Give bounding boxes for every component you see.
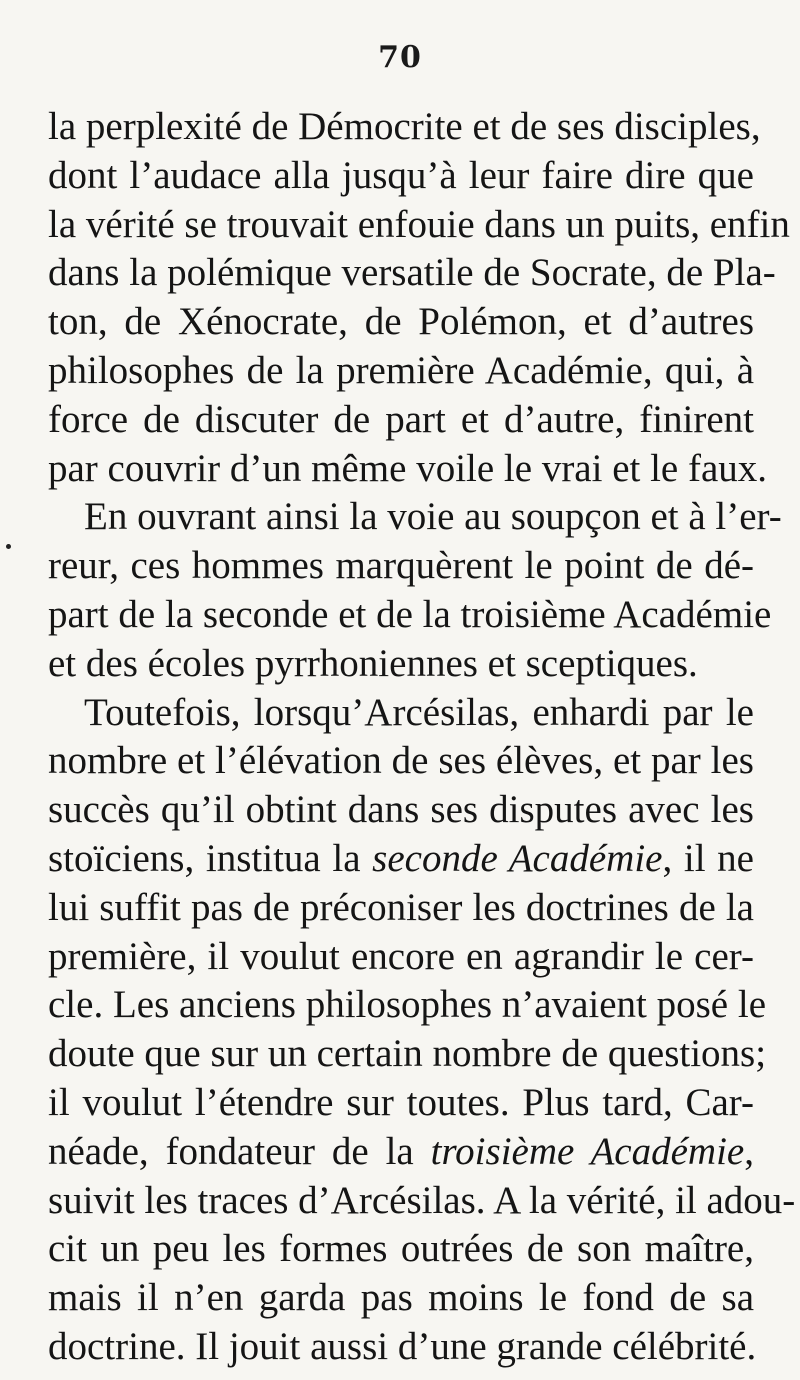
text-line xyxy=(48,201,790,250)
text-run: par couvrir d’un même voile le vrai et le faux. xyxy=(48,446,768,490)
text-run: Toutefois, lorsqu’Arcésilas, enhardi par le xyxy=(84,690,754,734)
text-line xyxy=(48,1128,754,1177)
text-run: cit un peu les formes outrées de son maître, xyxy=(48,1227,754,1271)
margin-ink-dot xyxy=(6,544,11,549)
text-line xyxy=(48,1030,767,1079)
text-line xyxy=(48,1225,754,1274)
text-line xyxy=(48,835,754,884)
text-run: philosophes de la première Académie, qui, à xyxy=(48,348,754,392)
text-line xyxy=(48,103,761,152)
text-run: dans la polémique versatile de Socrate, de Pla- xyxy=(48,251,776,295)
text-run: , il ne xyxy=(662,836,754,880)
text-line xyxy=(48,298,754,347)
text-line xyxy=(48,493,782,542)
text-run: force de discuter de part et d’autre, finirent xyxy=(48,397,754,441)
text-line xyxy=(48,689,754,738)
text-run: il voulut l’étendre sur toutes. Plus tard, Car- xyxy=(48,1080,754,1124)
text-line xyxy=(48,249,776,298)
text-run: stoïciens, institua la xyxy=(48,836,373,880)
italic-text: troisième Académie xyxy=(430,1129,745,1173)
text-run: , xyxy=(744,1129,754,1173)
text-run: reur, ces hommes marquèrent le point de dé- xyxy=(48,544,754,588)
text-line xyxy=(48,786,754,835)
text-line xyxy=(48,396,754,445)
text-run: la perplexité de Démocrite et de ses disciples, xyxy=(48,105,761,148)
page-number: 70 xyxy=(378,40,422,75)
text-run: mais il n’en garda pas moins le fond de sa xyxy=(48,1276,754,1320)
text-run: ton, de Xénocrate, de Polémon, et d’autres xyxy=(48,300,754,344)
text-run: part de la seconde et de la troisième Académie xyxy=(48,592,772,636)
text-run: doctrine. Il jouit aussi d’une grande célébrité. xyxy=(48,1324,757,1368)
text-run: lui suffit pas de préconiser les doctrines de la xyxy=(48,885,754,929)
body-text xyxy=(48,103,796,1372)
text-run: En ouvrant ainsi la voie au soupçon et à l’er- xyxy=(84,495,782,539)
text-line xyxy=(48,591,772,640)
text-run: et des écoles pyrrhoniennes et sceptiques. xyxy=(48,641,698,685)
text-run: néade, fondateur de la xyxy=(48,1129,431,1173)
text-line xyxy=(48,981,767,1030)
text-line xyxy=(48,1274,754,1323)
text-line xyxy=(48,737,754,786)
text-line xyxy=(48,1079,754,1128)
text-line xyxy=(48,152,754,201)
text-line xyxy=(48,933,754,982)
italic-text: seconde Académie xyxy=(372,836,663,880)
text-run: succès qu’il obtint dans ses disputes avec les xyxy=(48,788,754,832)
text-line xyxy=(48,640,754,689)
text-line xyxy=(48,1323,757,1372)
text-line xyxy=(48,1177,796,1226)
text-line xyxy=(48,347,754,396)
text-run: dont l’audace alla jusqu’à leur faire dire que xyxy=(48,153,754,197)
text-run: la vérité se trouvait enfouie dans un puits, enfin xyxy=(48,202,790,246)
text-line xyxy=(48,884,754,933)
text-line xyxy=(48,542,754,591)
text-run: cle. Les anciens philosophes n’avaient posé le xyxy=(48,983,767,1027)
text-run: doute que sur un certain nombre de questions; xyxy=(48,1032,767,1076)
text-line xyxy=(48,445,768,494)
text-run: première, il voulut encore en agrandir le cer- xyxy=(48,934,754,978)
text-run: nombre et l’élévation de ses élèves, et par les xyxy=(48,739,754,783)
text-run: suivit les traces d’Arcésilas. A la vérité, il adou- xyxy=(48,1178,796,1222)
